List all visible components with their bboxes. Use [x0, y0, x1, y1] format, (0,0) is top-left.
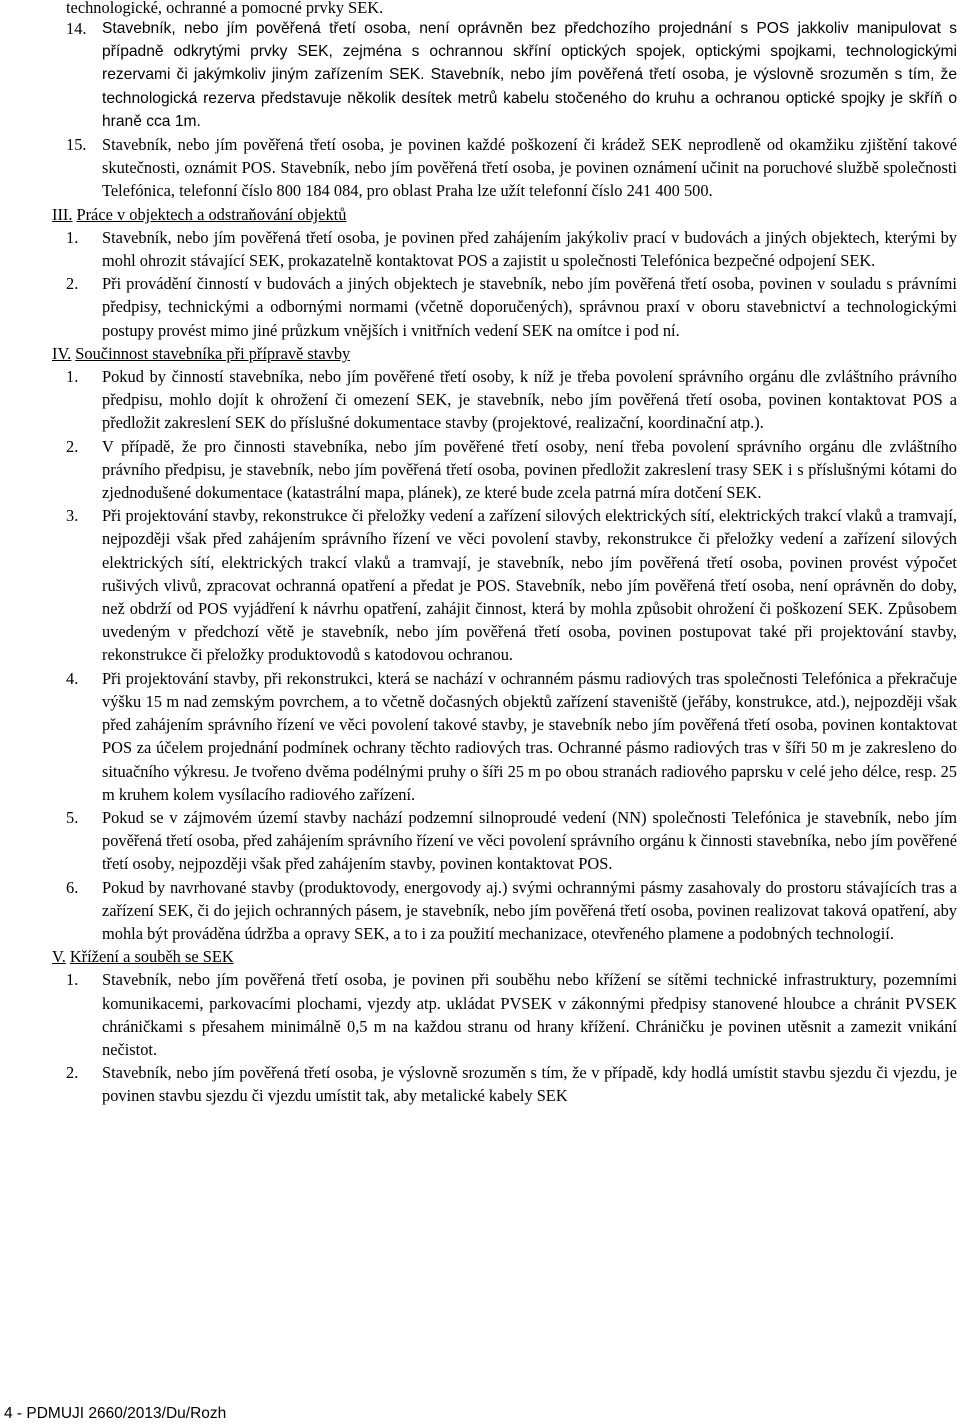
item-number: 1.: [66, 970, 79, 990]
item-number: 5.: [66, 807, 79, 827]
item-text: Stavebník, nebo jím pověřená třetí osoba, je výslovně srozuměn s tím, že v případě, kdy hodlá umístit stavbu sjezdu či vjezdu, je povinen stavbu sjezdu či vjezdu umístit tak, aby metalické kabely SEK: [102, 1063, 957, 1106]
item-text: Při projektování stavby, při rekonstrukci, která se nachází v ochranném pásmu radiových tras společnosti Telefónica a překračuje výšku 15 m nad zemským povrchem, a to včetně dočasných objektů zařízení staveniště (jeřáby, konstrukce, atd.), nejpozději však před zahájením správního řízení ve věci povolení takové stavby, je stavebník nebo jím pověřená třetí osoba, povinen kontaktovat POS za účelem projednání podmínek ochrany těchto radiových tras. Ochranné pásmo radiových tras v šíři 50 m je zakresleno do situačního výkresu. Je tvořeno dvěma podélnými pruhy o šíři 25 m po obou stranách radiového paprsku v celé jeho délce, resp. 25 m kruhem kolem vysílacího radiového zařízení.: [102, 668, 957, 804]
item-number: 14.: [66, 19, 87, 38]
section-heading: [52, 342, 957, 365]
list-item: [52, 968, 957, 1061]
section-number: IV.: [52, 343, 72, 363]
item-text: Stavebník, nebo jím pověřená třetí osoba, je povinen před zahájením jakýkoliv prací v budovách a jiných objektech, kterými by mohl ohrozit stávající SEK, prokazatelně kontaktovat POS a zajistit u společnosti Telefónica bezpečné odpojení SEK.: [102, 227, 957, 271]
section-number: III.: [52, 204, 73, 224]
page-footer: 4 - PDMUJI 2660/2013/Du/Rozh: [4, 1405, 227, 1422]
list-item: [52, 365, 957, 435]
item-text: Stavebník, nebo jím pověřená třetí osoba, je povinen každé poškození či krádež SEK neprodleně od okamžiku zjištění takové skutečnosti, oznámit POS. Stavebník, nebo jím pověřená třetí osoba, je povinen oznámení učinit na poruchové službě společnosti Telefónica, telefonní číslo 800 184 084, pro oblast Praha lze užít telefonní číslo 241 400 500.: [102, 135, 957, 201]
item-number: 3.: [66, 506, 79, 526]
item-text: Stavebník, nebo jím pověřená třetí osoba, není oprávněn bez předchozího projednání s POS jakkoliv manipulovat s případně odkrytými prvky SEK, zejména s ochrannou skříní optických spojek, optickými spojkami, technologickými rezervami či jakýmkoliv jiným zařízením SEK. Stavebník, nebo jím pověřená třetí osoba, je výslovně srozuměn s tím, že technologická rezerva představuje několik desítek metrů kabelu stočeného do kruhu a ochranou optické spojky je skříň o hraně cca 1m.: [102, 20, 957, 130]
item-text: Při projektování stavby, rekonstrukce či přeložky vedení a zařízení silových elektrických sítí, elektrických trakcí vlaků a tramvají, nejpozději však před zahájením správního řízení ve věci povolení stavby, rekonstrukce či přeložky vedení a zařízení silových elektrických sítí, elektrických trakcí vlaků a tramvají, je stavebník, nebo jím pověřená třetí osoba, povinen provést výpočet rušivých vlivů, zpracovat ochranná opatření a předat je POS. Stavebník, nebo jím pověřená třetí osoba, není oprávněn do doby, než obdrží od POS vyjádření k návrhu opatření, zahájit činnost, která by mohla způsobit ohrožení či poškození SEK. Způsobem uvedeným v předchozí větě je stavebník, nebo jím pověřená třetí osoba, povinen postupovat také při projektování stavby, rekonstrukce či přeložky produktovodů s katodovou ochranou.: [102, 506, 957, 665]
list-item: [52, 1061, 957, 1107]
list-item: [52, 226, 957, 272]
list-item: [52, 504, 957, 666]
item-text: Pokud by navrhované stavby (produktovody, energovody aj.) svými ochrannými pásmy zasahovaly do prostoru stávajících tras a zařízení SEK, či do jejich ochranných pásem, je stavebník, nebo jím pověřená třetí osoba, povinen realizovat taková opatření, aby mohla být prováděna údržba a opravy SEK, a to i za použití mechanizace, otevřeného plamene a podobných technologií.: [102, 877, 957, 943]
list-item: [52, 806, 957, 876]
item-number: 6.: [66, 877, 79, 897]
item-text: Při provádění činností v budovách a jiných objektech je stavebník, nebo jím pověřená třetí osoba, povinen v souladu s právními předpisy, technickými a odbornými normami (včetně doporučených), správnou praxí v oboru stavebnictví a technologickými postupy provést mimo jiné průzkum vnějších i vnitřních vedení SEK na omítce i pod ní.: [102, 274, 957, 340]
list-item: [52, 133, 957, 203]
list-item: [52, 876, 957, 946]
section-title: Práce v objektech a odstraňování objektů: [76, 204, 347, 224]
item-number: 2.: [66, 436, 79, 456]
item-number: 1.: [66, 367, 79, 387]
item-number: 4.: [66, 668, 79, 688]
intro-line: technologické, ochranné a pomocné prvky SEK.: [66, 0, 384, 17]
item-text: Stavebník, nebo jím pověřená třetí osoba, je povinen při souběhu nebo křížení se sítěmi technické infrastruktury, pozemními komunikacemi, parkovacími plochami, vjezdy atp. ukládat PVSEK v zákonnými předpisy stanovené hloubce a chránit PVSEK chráničkami s přesahem minimálně 0,5 m na každou stranu od hrany křížení. Chráničku je povinen utěsnit a zamezit vnikání nečistot.: [102, 970, 957, 1059]
section-heading: [52, 203, 957, 226]
section-heading: [52, 945, 957, 968]
item-text: Pokud by činností stavebníka, nebo jím pověřené třetí osoby, k níž je třeba povolení správního orgánu dle zvláštního právního předpisu, mohlo dojít k ohrožení či omezení SEK, je stavebník, nebo jím pověřená třetí osoba, povinen kontaktovat POS a předložit zakreslení SEK do příslušné dokumentace stavby (projektové, realizační, koordinační atp.).: [102, 367, 957, 433]
item-number: 15.: [66, 135, 87, 155]
item-text: V případě, že pro činnosti stavebníka, nebo jím pověřené třetí osoby, není třeba povolení správního orgánu dle zvláštního právního předpisu, je stavebník, nebo jím pověřená třetí osoba, povinen předložit zakreslení trasy SEK i s příslušnými kótami do zjednodušené dokumentace (katastrální mapa, plánek), ze které bude zcela patrná míra dotčení SEK.: [102, 436, 957, 503]
item-number: 1.: [66, 227, 79, 247]
list-item: [52, 272, 957, 342]
section-title: Součinnost stavebníka při přípravě stavby: [75, 343, 351, 363]
section-title: Křížení a souběh se SEK: [69, 947, 234, 967]
document-body: [52, 17, 957, 1108]
item-number: 2.: [66, 274, 79, 294]
section-number: V.: [52, 947, 66, 967]
item-number: 2.: [66, 1063, 79, 1083]
list-item: [52, 435, 957, 505]
list-item: [52, 17, 957, 133]
list-item: [52, 667, 957, 806]
item-text: Pokud se v zájmovém území stavby nachází podzemní silnoproudé vedení (NN) společnosti Telefónica je stavebník, nebo jím pověřená třetí osoba, před zahájením správního řízení ve věci povolení správního orgánu k činnosti stavebníka, nebo jím pověřené třetí osoby, nejpozději však před zahájením stavby, povinen kontaktovat POS.: [102, 807, 957, 874]
